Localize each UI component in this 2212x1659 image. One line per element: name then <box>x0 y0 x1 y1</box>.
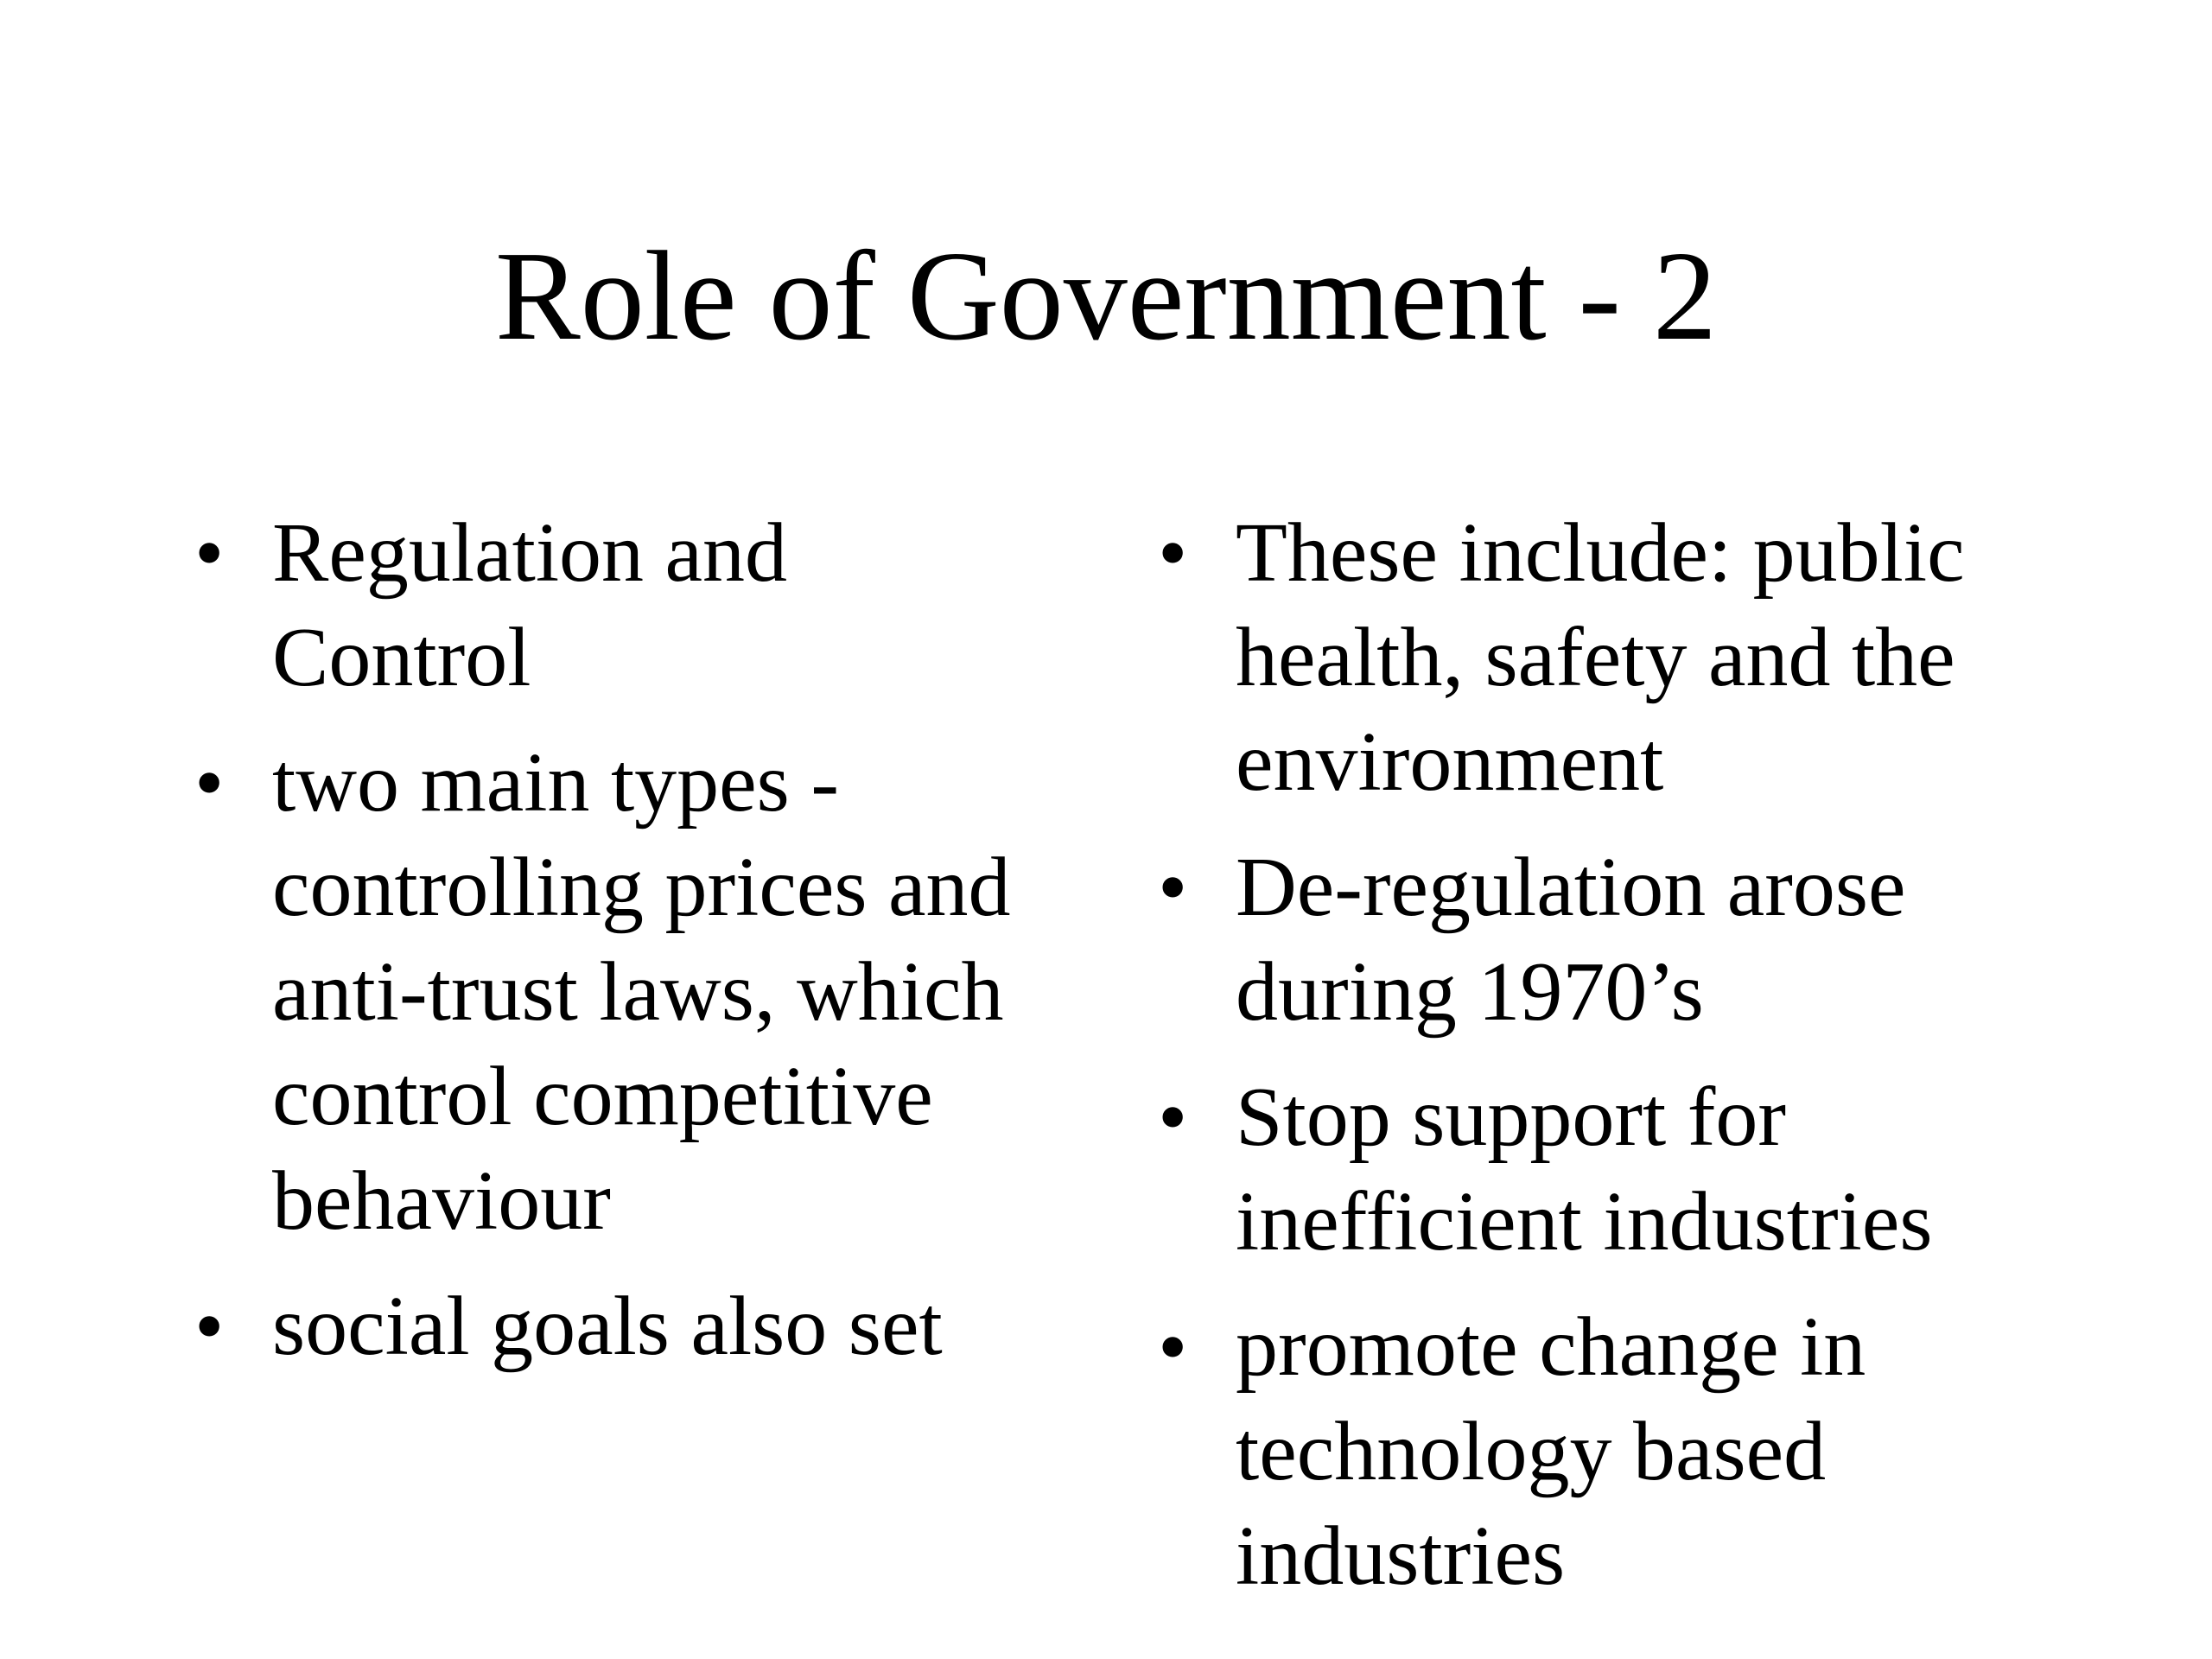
bullet-text: Stop support for inefficient industries <box>1236 1071 1933 1268</box>
left-bullet-list <box>177 501 1076 1400</box>
bullet-icon: • <box>194 506 225 600</box>
bullet-item <box>177 731 1076 1254</box>
right-bullet-list <box>1141 501 2091 1630</box>
bullet-item <box>1141 1295 2091 1609</box>
bullet-icon: • <box>1158 1071 1188 1164</box>
bullet-text: These include: public health, safety and the environment <box>1236 506 1965 809</box>
bullet-item <box>177 501 1076 710</box>
bullet-icon: • <box>1158 506 1188 600</box>
bullet-text: Regulation and Control <box>272 506 788 704</box>
bullet-icon: • <box>194 1280 225 1373</box>
slide-title: Role of Government - 2 <box>495 226 1717 367</box>
bullet-text: De-regulation arose during 1970’s <box>1236 841 1906 1039</box>
bullet-item <box>1141 1065 2091 1274</box>
bullet-icon: • <box>1158 841 1188 934</box>
bullet-icon: • <box>1158 1300 1188 1394</box>
bullet-item <box>1141 836 2091 1045</box>
bullet-text: two main types - controlling prices and anti-trust laws, which control competitive behaviour <box>272 736 1011 1248</box>
bullet-text: promote change in technology based industries <box>1236 1300 1866 1603</box>
bullet-text: social goals also set <box>272 1280 943 1373</box>
bullet-icon: • <box>194 736 225 830</box>
bullet-item <box>1141 501 2091 815</box>
bullet-item <box>177 1274 1076 1379</box>
